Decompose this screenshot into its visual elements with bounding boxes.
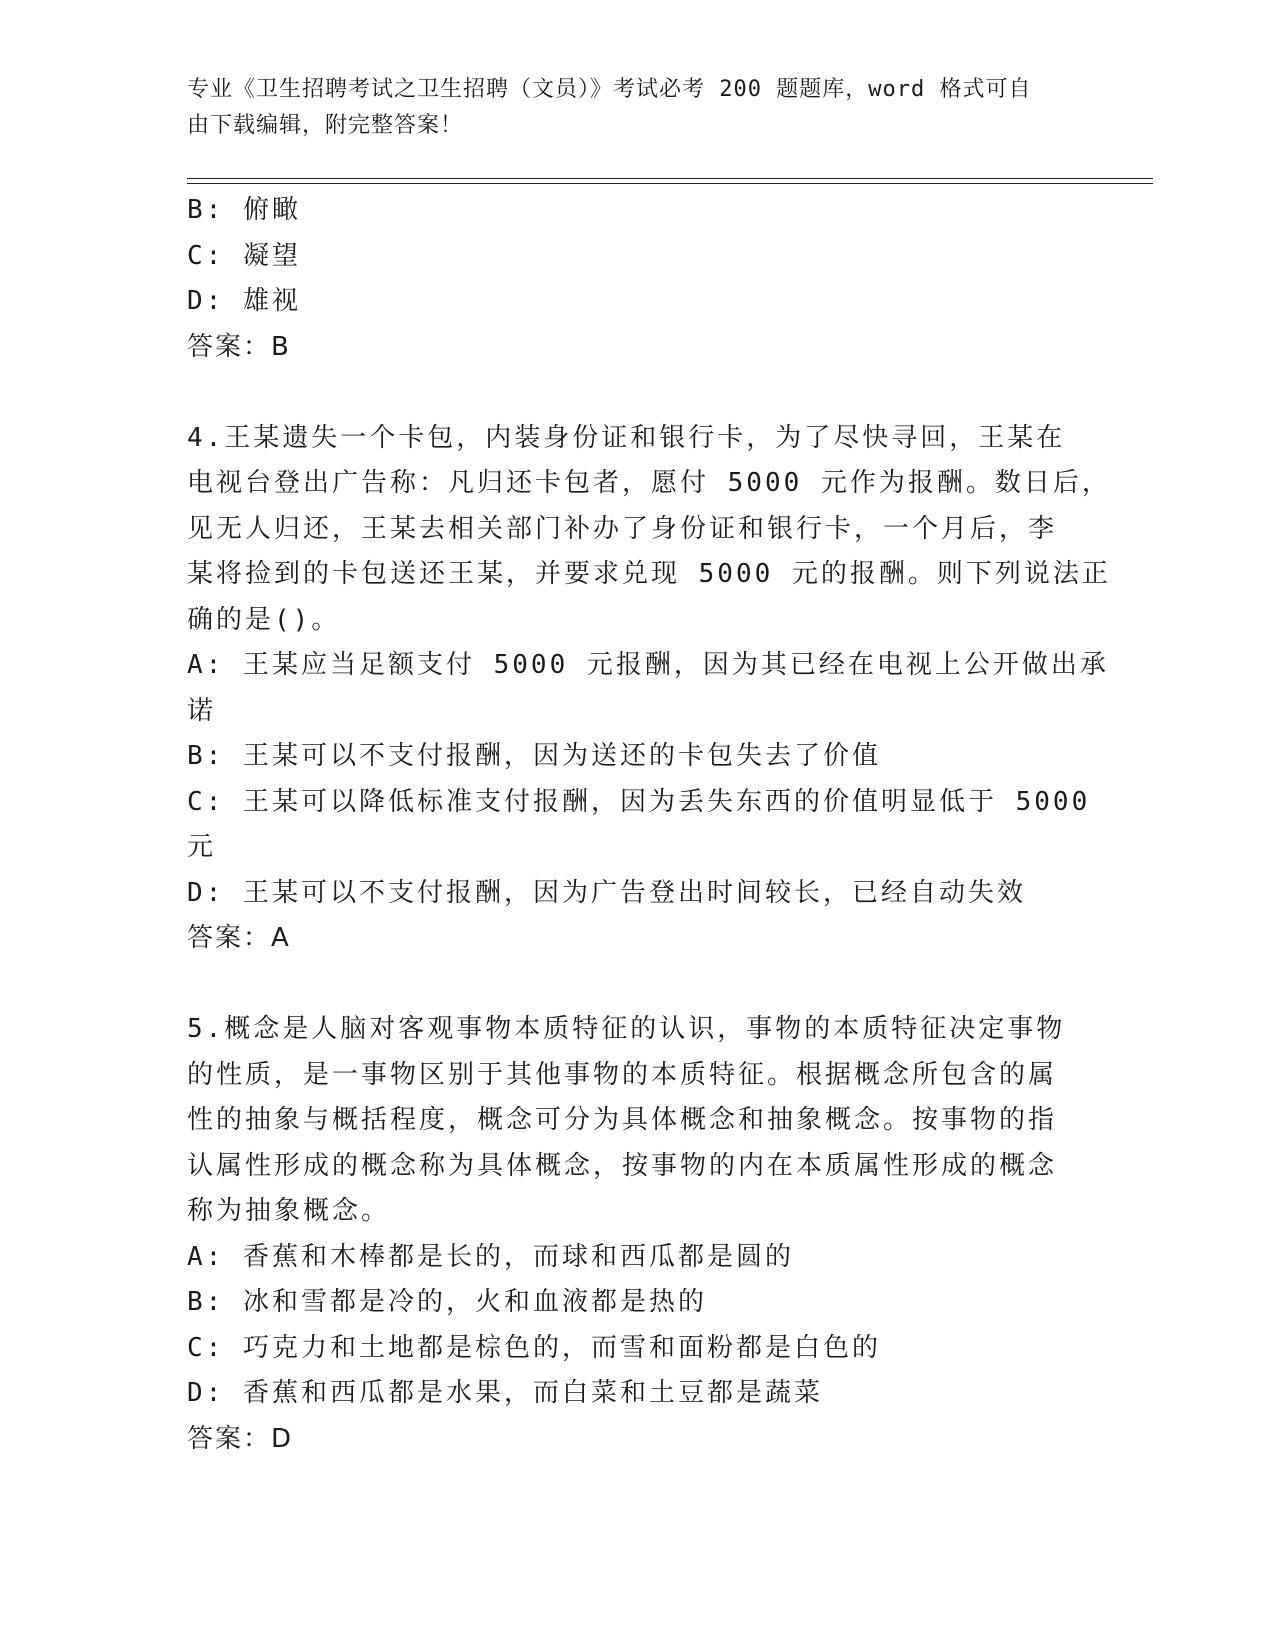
q4-option-c-cont: 元 [187,832,217,862]
q4-option-a-cont: 诺 [187,695,217,726]
q5-question-line: 称为抽象概念。 [187,1196,391,1226]
q5-answer: 答案：D [187,1423,294,1454]
q4-question-line: 4.王某遗失一个卡包，内装身份证和银行卡，为了尽快寻回，王某在 [187,422,1066,453]
q4-option-a: A: 王某应当足额支付 5000 元报酬，因为其已经在电视上公开做出承 [187,650,1109,680]
q5-question-line: 认属性形成的概念称为具体概念，按事物的内在本质属性形成的概念 [187,1150,1058,1181]
q4-option-b: B: 王某可以不支付报酬，因为送还的卡包失去了价值 [187,741,881,771]
q4-question-line: 确的是()。 [187,604,341,635]
question-content [187,188,1111,1462]
header-rule-top [187,178,1153,179]
q5-question-line: 的性质，是一事物区别于其他事物的本质特征。根据概念所包含的属 [187,1059,1058,1090]
q3-option-b: B: 俯瞰 [187,195,301,225]
header-rule-bottom [187,183,1153,184]
document-header [187,72,1087,144]
q4-option-c: C: 王某可以降低标准支付报酬，因为丢失东西的价值明显低于 5000 [187,786,1091,817]
q5-option-d: D: 香蕉和西瓜都是水果，而白菜和土豆都是蔬菜 [187,1378,823,1408]
question-3-block [187,188,1077,370]
q4-question-line: 电视台登出广告称：凡归还卡包者，愿付 5000 元作为报酬。数日后， [187,468,1111,498]
q5-option-a: A: 香蕉和木棒都是长的，而球和西瓜都是圆的 [187,1241,794,1272]
q3-option-c: C: 凝望 [187,240,301,271]
q5-question-line: 性的抽象与概括程度，概念可分为具体概念和抽象概念。按事物的指 [187,1105,1058,1135]
q3-answer: 答案：B [187,331,291,362]
q5-question-line: 5.概念是人脑对客观事物本质特征的认识，事物的本质特征决定事物 [187,1014,1066,1044]
q5-option-b: B: 冰和雪都是冷的，火和血液都是热的 [187,1287,707,1317]
q3-option-d: D: 雄视 [187,286,301,316]
header-line-1: 专业《卫生招聘考试之卫生招聘（文员）》考试必考 200 题题库，word 格式可自 [187,77,1032,102]
spacer [187,962,1077,1008]
question-5-block [187,1007,1077,1462]
header-line-2: 由下载编辑，附完整答案！ [187,113,464,138]
q4-option-d: D: 王某可以不支付报酬，因为广告登出时间较长，已经自动失效 [187,877,1026,908]
q4-answer: 答案：A [187,923,291,953]
question-4-block [187,416,1111,962]
q4-question-line: 见无人归还，王某去相关部门补办了身份证和银行卡，一个月后，李 [187,513,1058,544]
spacer [187,370,1077,416]
q5-option-c: C: 巧克力和土地都是棕色的，而雪和面粉都是白色的 [187,1332,881,1363]
q4-question-line: 某将捡到的卡包送还王某，并要求兑现 5000 元的报酬。则下列说法正 [187,559,1111,589]
